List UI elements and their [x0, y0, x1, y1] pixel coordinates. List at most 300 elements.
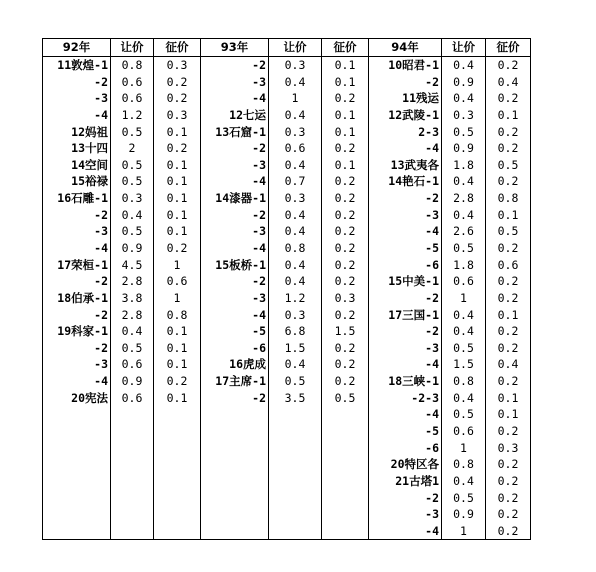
column-header: 征价 [322, 39, 369, 57]
item-cell [43, 473, 111, 490]
item-cell: -4 [369, 356, 442, 373]
price-cell: 1 [442, 523, 486, 540]
price-cell: 0.5 [442, 340, 486, 357]
item-cell: -4 [201, 173, 269, 190]
column-header: 让价 [269, 39, 322, 57]
item-cell: -6 [369, 256, 442, 273]
price-cell: 0.1 [154, 323, 201, 340]
price-cell [269, 456, 322, 473]
item-cell: 12七运 [201, 107, 269, 124]
price-cell: 0.3 [322, 290, 369, 307]
item-cell: 18伯承-1 [43, 290, 111, 307]
price-cell: 0.9 [442, 73, 486, 90]
table-row [43, 140, 531, 157]
price-cell: 3.8 [111, 290, 154, 307]
item-cell: -2 [201, 140, 269, 157]
price-cell: 0.4 [442, 173, 486, 190]
price-cell: 0.1 [486, 389, 531, 406]
table-row [43, 456, 531, 473]
item-cell [201, 406, 269, 423]
item-cell [201, 439, 269, 456]
price-cell: 0.1 [154, 123, 201, 140]
price-cell: 0.2 [322, 240, 369, 257]
price-cell: 1 [154, 290, 201, 307]
price-cell: 0.2 [322, 356, 369, 373]
price-cell: 0.5 [111, 156, 154, 173]
price-cell: 0.5 [111, 340, 154, 357]
price-cell: 0.4 [269, 206, 322, 223]
price-cell: 0.6 [111, 389, 154, 406]
item-cell [201, 423, 269, 440]
table-row [43, 273, 531, 290]
item-cell: 2-3 [369, 123, 442, 140]
price-cell: 0.4 [486, 73, 531, 90]
item-cell [43, 423, 111, 440]
item-cell: 11敦煌-1 [43, 56, 111, 73]
item-cell: -5 [201, 323, 269, 340]
price-cell: 0.5 [486, 223, 531, 240]
price-cell: 0.2 [322, 90, 369, 107]
price-cell: 0.5 [111, 223, 154, 240]
price-cell: 0.4 [442, 323, 486, 340]
item-cell: -4 [201, 240, 269, 257]
item-cell: -2 [369, 190, 442, 207]
price-cell: 0.2 [322, 340, 369, 357]
price-cell: 0.1 [154, 206, 201, 223]
item-cell: 12妈祖 [43, 123, 111, 140]
price-cell: 0.5 [442, 489, 486, 506]
table-row [43, 406, 531, 423]
price-cell: 0.9 [442, 506, 486, 523]
table-row [43, 156, 531, 173]
price-cell: 0.5 [111, 173, 154, 190]
price-cell: 0.4 [269, 107, 322, 124]
table-row [43, 223, 531, 240]
price-cell: 0.8 [442, 373, 486, 390]
table-row [43, 340, 531, 357]
price-cell: 0.1 [322, 56, 369, 73]
table-row [43, 56, 531, 73]
price-cell: 0.5 [442, 406, 486, 423]
item-cell: 17三国-1 [369, 306, 442, 323]
price-cell: 0.2 [486, 423, 531, 440]
price-cell: 1 [442, 439, 486, 456]
price-cell [322, 456, 369, 473]
price-cell [269, 439, 322, 456]
table-row [43, 240, 531, 257]
item-cell: 17荣桓-1 [43, 256, 111, 273]
price-cell: 0.3 [442, 107, 486, 124]
price-cell: 1.2 [269, 290, 322, 307]
item-cell: 15裕禄 [43, 173, 111, 190]
price-cell: 1.5 [269, 340, 322, 357]
price-cell: 0.3 [269, 123, 322, 140]
item-cell: 13石窟-1 [201, 123, 269, 140]
price-cell [269, 473, 322, 490]
price-cell: 0.2 [486, 273, 531, 290]
price-cell [154, 506, 201, 523]
column-header: 93年 [201, 39, 269, 57]
price-cell: 0.3 [269, 56, 322, 73]
price-cell: 6.8 [269, 323, 322, 340]
item-cell [43, 456, 111, 473]
item-cell: 15中美-1 [369, 273, 442, 290]
price-cell [111, 423, 154, 440]
item-cell: 14空间 [43, 156, 111, 173]
price-cell [322, 406, 369, 423]
price-cell: 0.4 [486, 356, 531, 373]
price-cell: 0.2 [322, 206, 369, 223]
item-cell: -5 [369, 423, 442, 440]
price-cell: 0.8 [442, 456, 486, 473]
price-cell: 0.2 [486, 523, 531, 540]
price-cell: 0.3 [269, 190, 322, 207]
item-cell: -3 [369, 506, 442, 523]
item-cell: 19科家-1 [43, 323, 111, 340]
item-cell [201, 489, 269, 506]
price-cell [269, 523, 322, 540]
price-cell: 3.5 [269, 389, 322, 406]
price-cell: 1.8 [442, 256, 486, 273]
item-cell: 10昭君-1 [369, 56, 442, 73]
item-cell: 14艳石-1 [369, 173, 442, 190]
price-cell: 0.6 [111, 356, 154, 373]
table-row [43, 123, 531, 140]
price-cell: 0.3 [111, 190, 154, 207]
table-row [43, 473, 531, 490]
item-cell [201, 506, 269, 523]
price-cell: 0.1 [154, 173, 201, 190]
price-cell: 0.2 [322, 190, 369, 207]
price-cell: 0.3 [154, 107, 201, 124]
price-cell: 0.8 [154, 306, 201, 323]
price-cell [111, 489, 154, 506]
item-cell: 15板桥-1 [201, 256, 269, 273]
table-row [43, 73, 531, 90]
price-cell [269, 406, 322, 423]
item-cell: -3 [43, 90, 111, 107]
price-cell [154, 523, 201, 540]
item-cell: 17主席-1 [201, 373, 269, 390]
item-cell: -4 [43, 373, 111, 390]
item-cell: -3 [201, 223, 269, 240]
item-cell: -4 [369, 406, 442, 423]
price-cell: 1.8 [442, 156, 486, 173]
price-cell: 0.2 [322, 373, 369, 390]
price-cell: 0.5 [322, 389, 369, 406]
price-cell: 0.6 [486, 256, 531, 273]
item-cell: -3 [369, 206, 442, 223]
item-cell: -2 [43, 340, 111, 357]
item-cell [201, 456, 269, 473]
item-cell: -2-3 [369, 389, 442, 406]
price-table [42, 38, 531, 540]
price-cell: 0.1 [486, 406, 531, 423]
table-row [43, 306, 531, 323]
price-cell: 0.6 [111, 90, 154, 107]
price-cell: 0.4 [111, 206, 154, 223]
price-cell: 0.8 [111, 56, 154, 73]
item-cell: -4 [201, 306, 269, 323]
price-cell: 2.8 [442, 190, 486, 207]
price-cell: 0.2 [154, 73, 201, 90]
price-cell: 0.2 [486, 56, 531, 73]
item-cell [43, 489, 111, 506]
item-cell [43, 439, 111, 456]
table-row [43, 389, 531, 406]
table-row [43, 256, 531, 273]
price-cell: 0.5 [486, 156, 531, 173]
price-cell: 0.8 [486, 190, 531, 207]
price-cell: 0.1 [154, 223, 201, 240]
price-cell: 1 [269, 90, 322, 107]
price-cell: 0.1 [322, 73, 369, 90]
price-cell: 0.2 [486, 140, 531, 157]
column-header: 让价 [442, 39, 486, 57]
price-cell [322, 423, 369, 440]
item-cell: 13十四 [43, 140, 111, 157]
table-row [43, 323, 531, 340]
price-cell: 1 [442, 290, 486, 307]
price-cell [322, 523, 369, 540]
price-cell [269, 489, 322, 506]
item-cell: -2 [201, 206, 269, 223]
item-cell: -2 [43, 273, 111, 290]
price-cell: 0.5 [442, 240, 486, 257]
item-cell [201, 473, 269, 490]
item-cell: -2 [369, 323, 442, 340]
price-cell [154, 456, 201, 473]
price-cell: 0.2 [322, 173, 369, 190]
table-row [43, 423, 531, 440]
table-row [43, 489, 531, 506]
item-cell: -5 [369, 240, 442, 257]
item-cell: 12武陵-1 [369, 107, 442, 124]
item-cell [43, 523, 111, 540]
price-cell: 0.2 [322, 223, 369, 240]
table-row [43, 506, 531, 523]
price-cell: 0.6 [111, 73, 154, 90]
price-cell: 0.2 [486, 456, 531, 473]
item-cell: -2 [43, 73, 111, 90]
item-cell: -3 [43, 223, 111, 240]
price-cell: 0.2 [322, 306, 369, 323]
price-cell [154, 489, 201, 506]
price-cell: 0.1 [154, 356, 201, 373]
price-cell: 1 [154, 256, 201, 273]
item-cell: -4 [43, 240, 111, 257]
price-cell: 0.1 [322, 123, 369, 140]
table-row [43, 439, 531, 456]
item-cell: 20特区各 [369, 456, 442, 473]
price-cell: 2 [111, 140, 154, 157]
item-cell: -3 [201, 156, 269, 173]
column-header: 92年 [43, 39, 111, 57]
price-cell [269, 423, 322, 440]
price-cell [111, 523, 154, 540]
price-cell: 0.7 [269, 173, 322, 190]
item-cell: 13武夷各 [369, 156, 442, 173]
price-cell: 0.2 [154, 373, 201, 390]
item-cell: -4 [369, 223, 442, 240]
price-cell: 0.2 [154, 240, 201, 257]
price-cell: 0.2 [486, 323, 531, 340]
price-cell: 0.1 [154, 389, 201, 406]
item-cell: -3 [43, 356, 111, 373]
item-cell: -2 [201, 56, 269, 73]
price-cell: 0.5 [442, 123, 486, 140]
price-cell: 0.2 [322, 256, 369, 273]
price-cell: 0.2 [486, 506, 531, 523]
item-cell: -2 [201, 389, 269, 406]
price-cell [154, 423, 201, 440]
price-cell: 0.9 [442, 140, 486, 157]
price-cell: 0.6 [154, 273, 201, 290]
price-cell: 0.2 [486, 373, 531, 390]
price-cell: 0.4 [442, 56, 486, 73]
price-cell [269, 506, 322, 523]
table-row [43, 523, 531, 540]
price-cell: 0.1 [154, 156, 201, 173]
price-cell: 0.4 [269, 273, 322, 290]
column-header: 94年 [369, 39, 442, 57]
price-cell: 0.5 [269, 373, 322, 390]
price-cell: 4.5 [111, 256, 154, 273]
price-cell: 0.2 [486, 489, 531, 506]
price-cell: 2.8 [111, 306, 154, 323]
price-cell: 0.2 [486, 340, 531, 357]
price-cell: 0.6 [269, 140, 322, 157]
item-cell: 16石雕-1 [43, 190, 111, 207]
item-cell: -2 [43, 306, 111, 323]
price-cell: 0.1 [154, 190, 201, 207]
item-cell: -2 [369, 489, 442, 506]
price-cell [154, 439, 201, 456]
price-cell: 0.4 [442, 389, 486, 406]
price-cell [111, 439, 154, 456]
price-cell [322, 439, 369, 456]
item-cell: -4 [201, 90, 269, 107]
price-cell: 0.1 [154, 340, 201, 357]
price-cell: 0.3 [154, 56, 201, 73]
column-header: 征价 [154, 39, 201, 57]
price-cell: 0.2 [486, 123, 531, 140]
price-cell: 0.2 [486, 240, 531, 257]
price-cell: 2.8 [111, 273, 154, 290]
item-cell: 14漆器-1 [201, 190, 269, 207]
price-cell: 0.2 [322, 273, 369, 290]
item-cell: -2 [369, 290, 442, 307]
price-cell: 0.4 [442, 306, 486, 323]
item-cell: -6 [201, 340, 269, 357]
item-cell: -3 [369, 340, 442, 357]
table-row [43, 173, 531, 190]
price-cell: 0.5 [111, 123, 154, 140]
item-cell: -4 [369, 523, 442, 540]
price-cell [154, 406, 201, 423]
column-header: 让价 [111, 39, 154, 57]
price-cell [322, 473, 369, 490]
price-cell: 0.3 [486, 439, 531, 456]
table-row [43, 206, 531, 223]
price-cell: 0.6 [442, 273, 486, 290]
item-cell: -2 [369, 73, 442, 90]
table-row [43, 90, 531, 107]
item-cell: 20宪法 [43, 389, 111, 406]
price-cell: 0.8 [269, 240, 322, 257]
price-cell [111, 473, 154, 490]
price-cell: 0.2 [486, 90, 531, 107]
price-cell: 0.9 [111, 240, 154, 257]
price-cell [111, 406, 154, 423]
header-row [43, 39, 531, 57]
price-cell: 0.1 [486, 206, 531, 223]
price-cell: 1.5 [442, 356, 486, 373]
price-cell: 0.1 [322, 156, 369, 173]
price-cell: 0.4 [442, 90, 486, 107]
table-row [43, 356, 531, 373]
item-cell: 11残运 [369, 90, 442, 107]
item-cell [43, 406, 111, 423]
item-cell: 21古塔1 [369, 473, 442, 490]
price-cell [111, 456, 154, 473]
table-row [43, 290, 531, 307]
price-cell: 0.3 [269, 306, 322, 323]
price-cell: 0.4 [111, 323, 154, 340]
price-cell: 1.5 [322, 323, 369, 340]
item-cell: -3 [201, 73, 269, 90]
price-cell [154, 473, 201, 490]
item-cell: -6 [369, 439, 442, 456]
price-cell: 0.2 [486, 473, 531, 490]
price-cell: 0.2 [322, 140, 369, 157]
price-cell: 0.2 [486, 173, 531, 190]
price-cell: 0.4 [269, 73, 322, 90]
item-cell [43, 506, 111, 523]
table-row [43, 373, 531, 390]
price-cell: 2.6 [442, 223, 486, 240]
item-cell: -3 [201, 290, 269, 307]
price-cell: 0.2 [154, 140, 201, 157]
table-row [43, 107, 531, 124]
price-cell [322, 506, 369, 523]
price-cell: 0.6 [442, 423, 486, 440]
price-cell: 0.1 [486, 107, 531, 124]
item-cell: -2 [43, 206, 111, 223]
price-cell: 0.2 [154, 90, 201, 107]
item-cell: -4 [369, 140, 442, 157]
price-cell: 0.4 [269, 156, 322, 173]
price-cell: 0.4 [442, 206, 486, 223]
price-cell: 1.2 [111, 107, 154, 124]
table-row [43, 190, 531, 207]
price-cell [322, 489, 369, 506]
price-cell: 0.9 [111, 373, 154, 390]
price-cell: 0.4 [442, 473, 486, 490]
price-cell: 0.4 [269, 256, 322, 273]
price-cell: 0.1 [322, 107, 369, 124]
item-cell: -2 [201, 273, 269, 290]
price-cell: 0.2 [486, 290, 531, 307]
price-cell: 0.1 [486, 306, 531, 323]
item-cell: 16虎成 [201, 356, 269, 373]
item-cell: 18三峡-1 [369, 373, 442, 390]
item-cell [201, 523, 269, 540]
column-header: 征价 [486, 39, 531, 57]
price-cell: 0.4 [269, 223, 322, 240]
price-cell [111, 506, 154, 523]
item-cell: -4 [43, 107, 111, 124]
